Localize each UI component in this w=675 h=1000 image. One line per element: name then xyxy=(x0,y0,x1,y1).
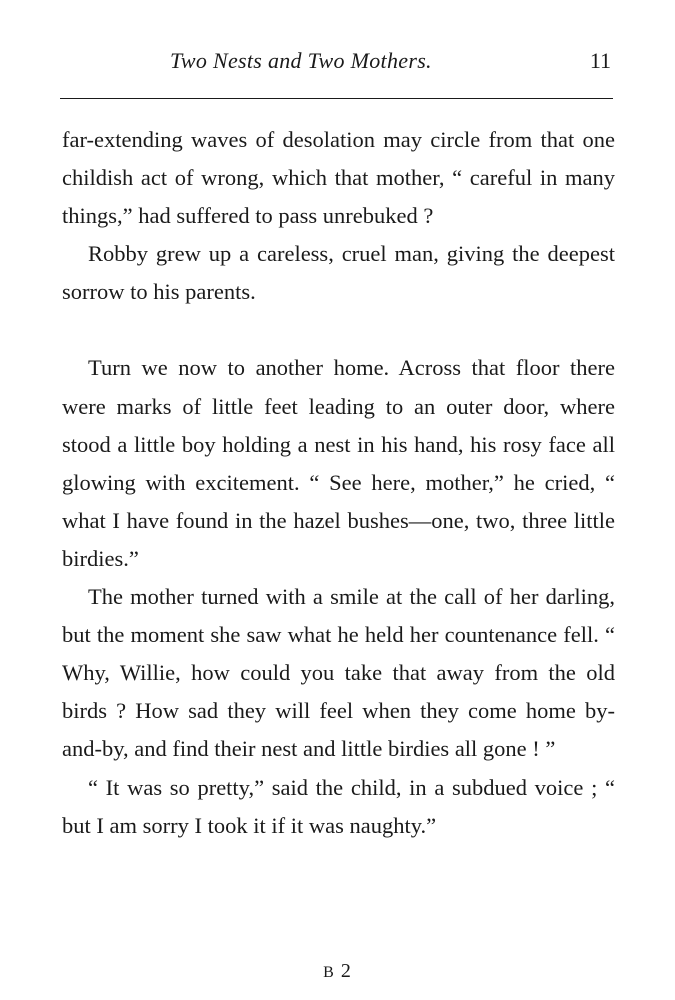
header-rule xyxy=(60,98,613,99)
signature-letter: B xyxy=(323,964,335,981)
page-number: 11 xyxy=(589,48,611,73)
signature-number: 2 xyxy=(340,960,352,982)
paragraph-child-reply: “ It was so pretty,” said the child, in a subdued voice ; “ but I am sorry I took it if it was naughty.” xyxy=(62,774,615,838)
paragraph-mother-turned: The mother turned with a smile at the call of her darling, but the moment she saw what he held her countenance fell. “ Why, Willie, how could you take that away from the old birds ? How sad they will feel when they come home by-and-by, and find their nest and little birdies all gone ! ” xyxy=(62,584,615,762)
paragraph-robby: Robby grew up a careless, cruel man, giving the deepest sorrow to his parents. xyxy=(62,241,615,305)
paragraph-continuation: far-extending waves of desolation may circle from that one childish act of wrong, which that mother, “ careful in many things,” had suffered to pass unrebuked ? xyxy=(62,127,615,229)
running-title: Two Nests and Two Mothers. xyxy=(170,48,432,73)
paragraph-another-home: Turn we now to another home. Across that floor there were marks of little feet leading to an outer door, where stood a little boy holding a nest in his hand, his rosy face all glowing with excitement. “ See here, mother,” he cried, “ what I have found in the hazel bushes—one, two, three little birdies.” xyxy=(62,355,615,571)
running-header xyxy=(60,48,613,78)
signature-mark xyxy=(0,960,675,983)
body-text xyxy=(62,121,615,845)
